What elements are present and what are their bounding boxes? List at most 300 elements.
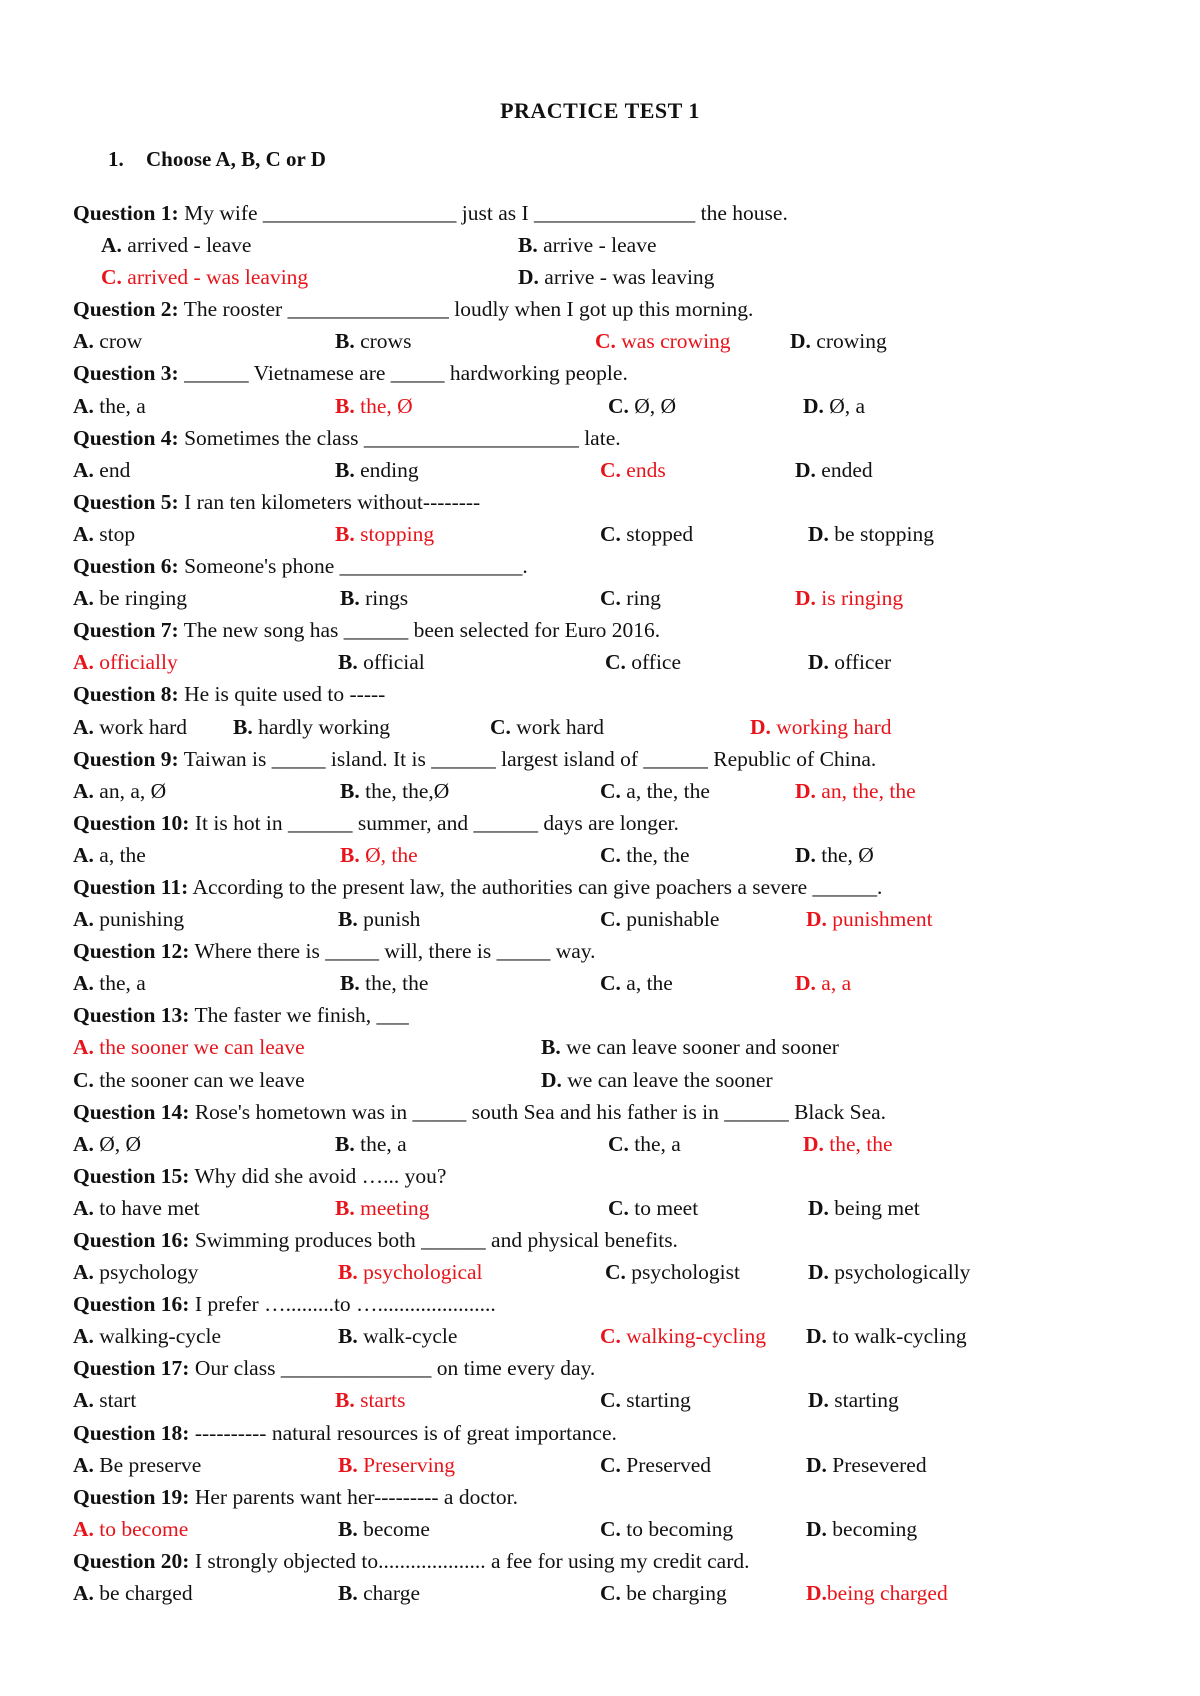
option-b[interactable] xyxy=(338,1513,430,1545)
option-text: Presevered xyxy=(832,1452,927,1477)
question-text: ______ Vietnamese are _____ hardworking people. xyxy=(184,361,628,386)
option-letter: D. xyxy=(750,714,771,739)
option-b[interactable] xyxy=(541,1031,839,1063)
question-stem xyxy=(73,614,1183,646)
option-a[interactable] xyxy=(73,325,142,357)
option-letter: D. xyxy=(806,1324,827,1349)
options-row xyxy=(73,1320,1183,1352)
option-letter: D. xyxy=(806,1516,827,1541)
option-letter: A. xyxy=(73,1131,94,1156)
option-text: the sooner we can leave xyxy=(99,1035,305,1060)
option-text: Ø, Ø xyxy=(634,393,677,418)
option-b[interactable] xyxy=(340,839,418,871)
page-title: PRACTICE TEST 1 xyxy=(500,98,700,123)
option-d[interactable] xyxy=(806,1320,967,1352)
question-label: Question 8: xyxy=(73,682,179,707)
option-letter: A. xyxy=(101,233,122,258)
question-stem xyxy=(73,743,1183,775)
option-text: was crowing xyxy=(621,329,731,354)
question-stem xyxy=(73,999,1183,1031)
option-text: stopped xyxy=(626,521,694,546)
option-d[interactable] xyxy=(808,518,934,550)
option-text: crow xyxy=(99,329,143,354)
option-letter: A. xyxy=(73,1452,94,1477)
option-letter: B. xyxy=(338,907,358,932)
option-letter: A. xyxy=(73,393,94,418)
option-c[interactable] xyxy=(600,518,693,550)
option-b[interactable] xyxy=(233,711,390,743)
question-text: Sometimes the class ____________________ late. xyxy=(184,425,621,450)
option-text: arrive - leave xyxy=(543,233,657,258)
option-letter: B. xyxy=(338,1516,358,1541)
option-b[interactable] xyxy=(338,1256,483,1288)
option-text: officially xyxy=(99,650,178,675)
option-text: punishing xyxy=(99,907,185,932)
question-stem xyxy=(73,1096,1183,1128)
options-row xyxy=(73,1513,1183,1545)
question-stem xyxy=(73,1352,1183,1384)
option-c[interactable] xyxy=(608,390,676,422)
question-text: ---------- natural resources is of great importance. xyxy=(194,1420,617,1445)
option-letter: C. xyxy=(600,1516,621,1541)
option-d[interactable] xyxy=(795,839,874,871)
option-a[interactable] xyxy=(73,903,184,935)
question-label: Question 5: xyxy=(73,489,179,514)
option-text: the, the xyxy=(626,842,690,867)
question-label: Question 7: xyxy=(73,618,179,643)
option-text: the, Ø xyxy=(360,393,413,418)
option-letter: B. xyxy=(335,457,355,482)
option-text: arrive - was leaving xyxy=(544,265,715,290)
option-d[interactable] xyxy=(806,903,933,935)
question-text: He is quite used to ----- xyxy=(184,682,386,707)
question-text: According to the present law, the authorities can give poachers a severe ______. xyxy=(192,874,883,899)
section-heading xyxy=(108,147,326,172)
question-label: Question 11: xyxy=(73,874,189,899)
option-text: walking-cycle xyxy=(99,1324,222,1349)
option-d[interactable] xyxy=(795,967,851,999)
option-a[interactable] xyxy=(73,1256,198,1288)
question-text: The rooster _______________ loudly when I got up this morning. xyxy=(183,297,754,322)
option-c[interactable] xyxy=(600,903,719,935)
option-text: the, the xyxy=(829,1131,893,1156)
options-row xyxy=(73,711,1183,743)
option-text: starting xyxy=(626,1388,691,1413)
question-text: The new song has ______ been selected for Euro 2016. xyxy=(183,618,661,643)
question-stem xyxy=(73,807,1183,839)
question-stem xyxy=(73,935,1183,967)
option-c[interactable] xyxy=(600,839,690,871)
question-list xyxy=(73,197,1183,1609)
option-a[interactable] xyxy=(73,775,166,807)
option-b[interactable] xyxy=(338,1449,455,1481)
option-letter: D. xyxy=(795,778,816,803)
options-row xyxy=(73,325,1183,357)
option-a[interactable] xyxy=(73,1577,193,1609)
option-text: becoming xyxy=(832,1516,918,1541)
options-row xyxy=(73,1064,1183,1096)
option-b[interactable] xyxy=(335,1128,407,1160)
option-c[interactable] xyxy=(595,325,731,357)
option-c[interactable] xyxy=(600,582,661,614)
option-letter: D. xyxy=(806,1452,827,1477)
question-label: Question 6: xyxy=(73,554,179,579)
option-letter: D. xyxy=(795,842,816,867)
option-letter: C. xyxy=(600,457,621,482)
question-label: Question 12: xyxy=(73,939,190,964)
option-text: to become xyxy=(99,1516,189,1541)
option-letter: C. xyxy=(605,650,626,675)
option-c[interactable] xyxy=(600,1320,766,1352)
option-d[interactable] xyxy=(803,390,865,422)
option-a[interactable] xyxy=(73,390,146,422)
option-text: official xyxy=(363,650,425,675)
option-d[interactable] xyxy=(808,1384,899,1416)
options-row xyxy=(73,903,1183,935)
option-b[interactable] xyxy=(335,1384,405,1416)
option-text: a, the xyxy=(626,971,673,996)
option-c[interactable] xyxy=(490,711,604,743)
option-b[interactable] xyxy=(335,1192,429,1224)
option-letter: A. xyxy=(73,329,94,354)
option-b[interactable] xyxy=(518,229,656,261)
option-c[interactable] xyxy=(73,1064,305,1096)
option-c[interactable] xyxy=(600,1449,711,1481)
option-text: starting xyxy=(834,1388,899,1413)
option-text: the sooner can we leave xyxy=(99,1067,305,1092)
options-row xyxy=(73,1031,1183,1063)
option-letter: A. xyxy=(73,842,94,867)
option-a[interactable] xyxy=(73,711,187,743)
option-letter: B. xyxy=(335,521,355,546)
option-a[interactable] xyxy=(73,1513,188,1545)
option-text: office xyxy=(631,650,682,675)
option-text: psychologist xyxy=(631,1260,740,1285)
option-letter: B. xyxy=(335,329,355,354)
option-b[interactable] xyxy=(338,903,420,935)
option-text: is ringing xyxy=(821,586,904,611)
option-c[interactable] xyxy=(608,1192,698,1224)
option-letter: B. xyxy=(541,1035,561,1060)
question-text: Someone's phone _________________. xyxy=(184,554,528,579)
option-text: the, the,Ø xyxy=(365,778,450,803)
option-letter: C. xyxy=(600,907,621,932)
option-letter: C. xyxy=(600,1324,621,1349)
option-c[interactable] xyxy=(600,775,710,807)
option-letter: B. xyxy=(233,714,253,739)
option-letter: B. xyxy=(518,233,538,258)
question-text: I ran ten kilometers without-------- xyxy=(184,489,481,514)
option-c[interactable] xyxy=(101,261,308,293)
option-text: Preserving xyxy=(363,1452,456,1477)
question-label: Question 4: xyxy=(73,425,179,450)
option-letter: A. xyxy=(73,1035,94,1060)
options-row xyxy=(73,839,1183,871)
option-text: officer xyxy=(834,650,892,675)
option-letter: D. xyxy=(795,457,816,482)
option-text: we can leave sooner and sooner xyxy=(566,1035,839,1060)
option-d[interactable] xyxy=(808,1192,920,1224)
option-text: a, the xyxy=(99,842,146,867)
option-c[interactable] xyxy=(600,454,666,486)
option-text: being met xyxy=(834,1195,920,1220)
option-text: the, a xyxy=(360,1131,407,1156)
option-text: Ø, a xyxy=(829,393,866,418)
question-label: Question 14: xyxy=(73,1099,190,1124)
option-text: starts xyxy=(360,1388,406,1413)
option-text: to have met xyxy=(99,1195,200,1220)
option-text: we can leave the sooner xyxy=(567,1067,773,1092)
option-c[interactable] xyxy=(600,1384,691,1416)
option-text: ends xyxy=(626,457,666,482)
option-a[interactable] xyxy=(73,1031,305,1063)
option-letter: D. xyxy=(808,521,829,546)
question-text: I prefer ….........to …...................... xyxy=(194,1292,496,1317)
option-letter: C. xyxy=(605,1260,626,1285)
question-stem xyxy=(73,293,1183,325)
option-d[interactable] xyxy=(795,582,903,614)
option-d[interactable] xyxy=(806,1577,948,1609)
option-text: psychology xyxy=(99,1260,199,1285)
question-label: Question 16: xyxy=(73,1228,190,1252)
options-row xyxy=(73,1256,1183,1288)
question-label: Question 18: xyxy=(73,1420,190,1445)
option-text: punishable xyxy=(626,907,720,932)
option-text: rings xyxy=(365,586,409,611)
option-a[interactable] xyxy=(73,1449,201,1481)
option-a[interactable] xyxy=(73,582,187,614)
question-label: Question 10: xyxy=(73,810,190,835)
option-letter: B. xyxy=(335,1388,355,1413)
option-text: stopping xyxy=(360,521,435,546)
options-row xyxy=(73,582,1183,614)
option-letter: C. xyxy=(600,1452,621,1477)
question-label: Question 20: xyxy=(73,1548,190,1573)
option-c[interactable] xyxy=(608,1128,681,1160)
option-text: crowing xyxy=(816,329,887,354)
option-text: start xyxy=(99,1388,137,1413)
question-label: Question 1: xyxy=(73,201,179,225)
question-label: Question 16: xyxy=(73,1292,190,1317)
option-text: charge xyxy=(363,1581,420,1606)
question-label: Question 17: xyxy=(73,1356,190,1381)
option-d[interactable] xyxy=(795,454,873,486)
option-b[interactable] xyxy=(338,1577,420,1609)
question-label: Question 2: xyxy=(73,297,179,322)
option-letter: C. xyxy=(600,1581,621,1606)
option-text: arrived - leave xyxy=(127,233,252,258)
options-row xyxy=(73,646,1183,678)
option-c[interactable] xyxy=(605,646,681,678)
question-text: Where there is _____ will, there is _____ way. xyxy=(194,939,596,964)
option-d[interactable] xyxy=(541,1064,773,1096)
option-letter: C. xyxy=(608,393,629,418)
option-text: be ringing xyxy=(99,586,188,611)
option-letter: B. xyxy=(340,778,360,803)
option-text: arrived - was leaving xyxy=(127,265,309,290)
option-letter: D. xyxy=(808,1260,829,1285)
option-text: psychological xyxy=(363,1260,483,1285)
option-text: stop xyxy=(99,521,136,546)
option-letter: B. xyxy=(340,842,360,867)
option-letter: A. xyxy=(73,971,94,996)
option-a[interactable] xyxy=(73,454,130,486)
option-text: hardly working xyxy=(258,714,391,739)
question-label: Question 9: xyxy=(73,746,179,771)
question-stem xyxy=(73,197,1183,229)
option-letter: C. xyxy=(608,1131,629,1156)
option-c[interactable] xyxy=(600,967,673,999)
option-letter: C. xyxy=(600,842,621,867)
option-letter: D. xyxy=(808,1388,829,1413)
option-letter: B. xyxy=(335,1131,355,1156)
question-stem xyxy=(73,1224,1183,1256)
option-text: D.being charged xyxy=(806,1581,948,1606)
option-letter: B. xyxy=(335,1195,355,1220)
option-b[interactable] xyxy=(340,967,428,999)
option-b[interactable] xyxy=(340,775,449,807)
option-letter: C. xyxy=(600,521,621,546)
question-stem xyxy=(73,678,1183,710)
option-letter: D. xyxy=(808,650,829,675)
options-row xyxy=(73,454,1183,486)
options-row xyxy=(101,261,1183,293)
options-row xyxy=(73,1128,1183,1160)
option-text: ended xyxy=(821,457,873,482)
question-stem xyxy=(73,871,1183,903)
option-letter: B. xyxy=(338,1324,358,1349)
option-a[interactable] xyxy=(73,839,146,871)
option-b[interactable] xyxy=(338,646,425,678)
option-text: ring xyxy=(626,586,661,611)
option-letter: D. xyxy=(803,393,824,418)
section-number: 1. xyxy=(108,147,124,171)
option-text: become xyxy=(363,1516,430,1541)
options-row xyxy=(101,229,1183,261)
option-text: the, Ø xyxy=(821,842,874,867)
option-a[interactable] xyxy=(73,1192,200,1224)
option-letter: C. xyxy=(73,1067,94,1092)
section-label: Choose A, B, C or D xyxy=(146,147,326,171)
option-b[interactable] xyxy=(340,582,408,614)
options-row xyxy=(73,967,1183,999)
option-letter: C. xyxy=(490,714,511,739)
option-text: the, a xyxy=(99,393,146,418)
option-letter: A. xyxy=(73,1324,94,1349)
option-text: the, a xyxy=(634,1131,681,1156)
option-letter: A. xyxy=(73,907,94,932)
option-letter: D. xyxy=(541,1067,562,1092)
option-letter: A. xyxy=(73,586,94,611)
option-text: end xyxy=(99,457,131,482)
question-text: Her parents want her--------- a doctor. xyxy=(194,1484,518,1509)
option-c[interactable] xyxy=(605,1256,740,1288)
option-b[interactable] xyxy=(338,1320,457,1352)
option-letter: C. xyxy=(608,1195,629,1220)
option-letter: C. xyxy=(600,778,621,803)
option-letter: D. xyxy=(806,907,827,932)
option-b[interactable] xyxy=(335,325,411,357)
option-letter: B. xyxy=(338,1452,358,1477)
option-a[interactable] xyxy=(101,229,251,261)
option-text: work hard xyxy=(516,714,605,739)
option-a[interactable] xyxy=(73,1384,136,1416)
option-text: working hard xyxy=(776,714,892,739)
option-d[interactable] xyxy=(808,646,891,678)
question-stem xyxy=(73,1481,1183,1513)
option-d[interactable] xyxy=(790,325,887,357)
question-text: It is hot in ______ summer, and ______ days are longer. xyxy=(194,810,679,835)
option-d[interactable] xyxy=(806,1449,927,1481)
question-text: Our class ______________ on time every day. xyxy=(194,1356,596,1381)
option-d[interactable] xyxy=(803,1128,893,1160)
option-letter: B. xyxy=(340,586,360,611)
option-letter: C. xyxy=(600,586,621,611)
option-d[interactable] xyxy=(795,775,916,807)
option-text: an, the, the xyxy=(821,778,916,803)
question-stem xyxy=(73,1288,1183,1320)
option-d[interactable] xyxy=(518,261,714,293)
option-text: Ø, Ø xyxy=(99,1131,142,1156)
option-letter: B. xyxy=(338,650,358,675)
option-letter: B. xyxy=(338,1260,358,1285)
option-text: Be preserve xyxy=(99,1452,202,1477)
option-a[interactable] xyxy=(73,518,135,550)
option-letter: D. xyxy=(808,1195,829,1220)
option-text: to meet xyxy=(634,1195,699,1220)
option-letter: D. xyxy=(795,971,816,996)
option-text: psychologically xyxy=(834,1260,971,1285)
option-d[interactable] xyxy=(808,1256,970,1288)
option-text: Ø, the xyxy=(365,842,418,867)
option-b[interactable] xyxy=(335,390,413,422)
option-a[interactable] xyxy=(73,646,178,678)
question-stem xyxy=(73,422,1183,454)
option-a[interactable] xyxy=(73,967,146,999)
question-stem xyxy=(73,550,1183,582)
option-text: a, the, the xyxy=(626,778,710,803)
options-row xyxy=(73,1192,1183,1224)
option-text: meeting xyxy=(360,1195,430,1220)
options-row xyxy=(73,1577,1183,1609)
question-text: Rose's hometown was in _____ south Sea and his father is in ______ Black Sea. xyxy=(194,1099,887,1124)
option-letter: D. xyxy=(790,329,811,354)
option-text: ending xyxy=(360,457,419,482)
option-b[interactable] xyxy=(335,518,434,550)
question-label: Question 3: xyxy=(73,361,179,386)
options-row xyxy=(73,1384,1183,1416)
option-text: walking-cycling xyxy=(626,1324,766,1349)
question-stem xyxy=(73,486,1183,518)
question-text: I strongly objected to.................... a fee for using my credit card. xyxy=(194,1548,750,1573)
question-stem xyxy=(73,1160,1183,1192)
option-a[interactable] xyxy=(73,1128,141,1160)
options-row xyxy=(73,1449,1183,1481)
option-text: an, a, Ø xyxy=(99,778,167,803)
option-d[interactable] xyxy=(750,711,892,743)
option-letter: A. xyxy=(73,714,94,739)
option-letter: B. xyxy=(335,393,355,418)
question-label: Question 19: xyxy=(73,1484,190,1509)
option-letter: B. xyxy=(340,971,360,996)
option-b[interactable] xyxy=(335,454,419,486)
option-d[interactable] xyxy=(806,1513,917,1545)
option-text: the, the xyxy=(365,971,429,996)
option-c[interactable] xyxy=(600,1577,727,1609)
option-a[interactable] xyxy=(73,1320,221,1352)
option-text: a, a xyxy=(821,971,852,996)
option-c[interactable] xyxy=(600,1513,733,1545)
